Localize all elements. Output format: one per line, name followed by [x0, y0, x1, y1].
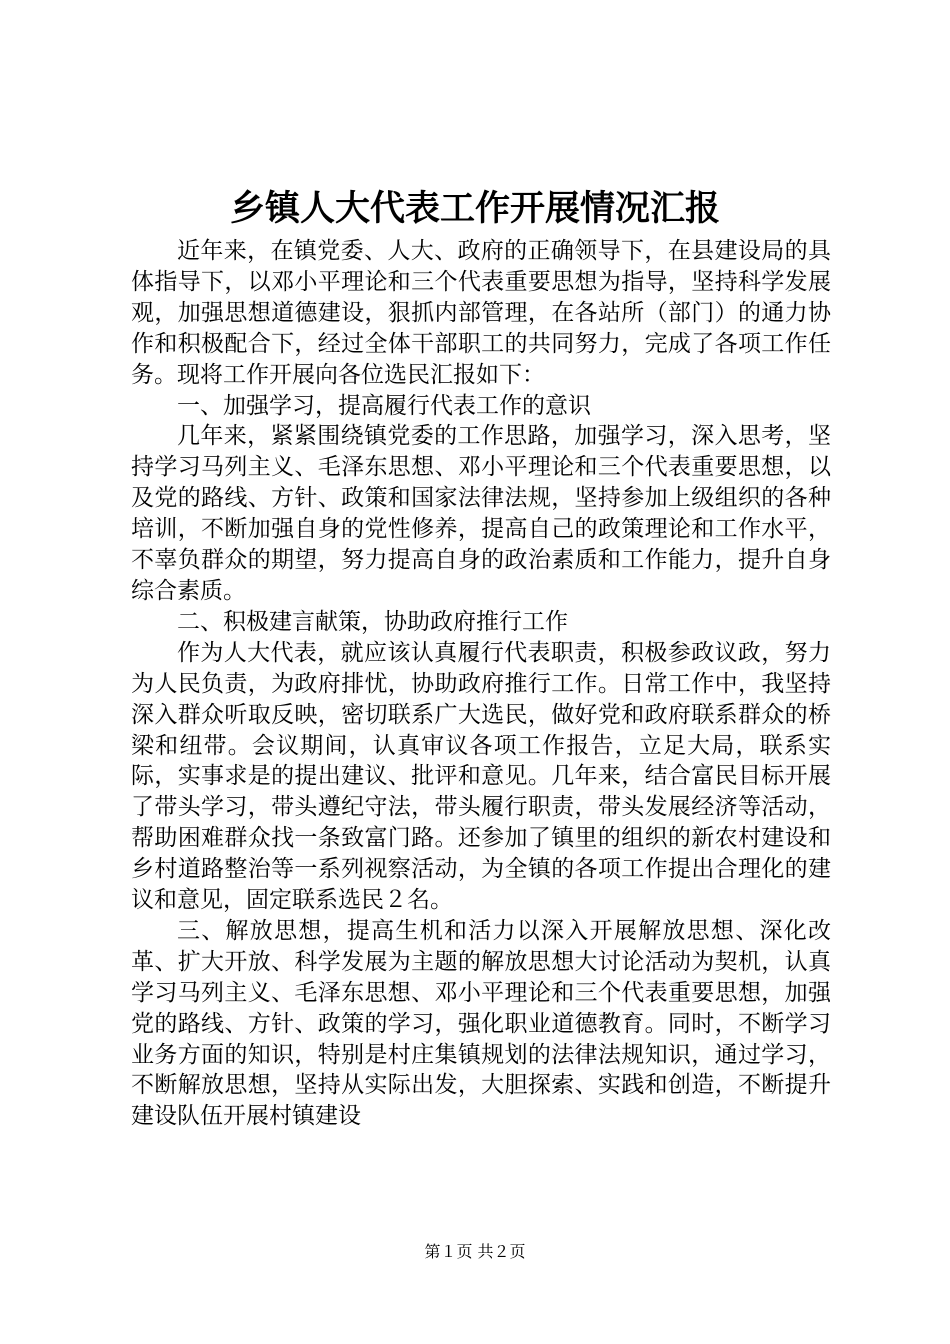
- section-heading-2: 二、积极建言献策，协助政府推行工作: [177, 608, 568, 635]
- page-footer: 第１页 共２页: [424, 1242, 526, 1261]
- section-heading-1: 一、加强学习，提高履行代表工作的意识: [177, 392, 591, 419]
- paragraph-section-3: 三、解放思想，提高生机和活力以深入开展解放思想、深化改革、扩大开放、科学发展为主题的解放思想大讨论活动为契机，认真学习马列主义、毛泽东思想、邓小平理论和三个代表重要思想，加强党的路线、方针、政策的学习，强化职业道德教育。同时，不断学习业务方面的知识，特别是村庄集镇规划的法律法规知识，通过学习，不断解放思想，坚持从实际出发，大胆探索、实践和创造，不断提升建设队伍开展村镇建设: [131, 917, 831, 1130]
- paragraph-section-1: 几年来，紧紧围绕镇党委的工作思路，加强学习，深入思考，坚持学习马列主义、毛泽东思想、邓小平理论和三个代表重要思想，以及党的路线、方针、政策和国家法律法规，坚持参加上级组织的各种培训，不断加强自身的党性修养，提高自己的政策理论和工作水平，不辜负群众的期望，努力提高自身的政治素质和工作能力，提升自身综合素质。: [131, 423, 831, 604]
- paragraph-intro: 近年来，在镇党委、人大、政府的正确领导下，在县建设局的具体指导下，以邓小平理论和三个代表重要思想为指导，坚持科学发展观，加强思想道德建设，狠抓内部管理，在各站所（部门）的通力协作和积极配合下，经过全体干部职工的共同努力，完成了各项工作任务。现将工作开展向各位选民汇报如下：: [131, 238, 831, 388]
- document-body: [131, 236, 831, 1132]
- paragraph-section-2: 作为人大代表，就应该认真履行代表职责，积极参政议政，努力为人民负责，为政府排忧，协助政府推行工作。日常工作中，我坚持深入群众听取反映，密切联系广大选民，做好党和政府联系群众的桥梁和纽带。会议期间，认真审议各项工作报告，立足大局，联系实际，实事求是的提出建议、批评和意见。几年来，结合富民目标开展了带头学习，带头遵纪守法，带头履行职责，带头发展经济等活动，帮助困难群众找一条致富门路。还参加了镇里的组织的新农村建设和乡村道路整治等一系列视察活动，为全镇的各项工作提出合理化的建议和意见，固定联系选民２名。: [131, 639, 831, 914]
- document-title: 乡镇人大代表工作开展情况汇报: [229, 188, 720, 229]
